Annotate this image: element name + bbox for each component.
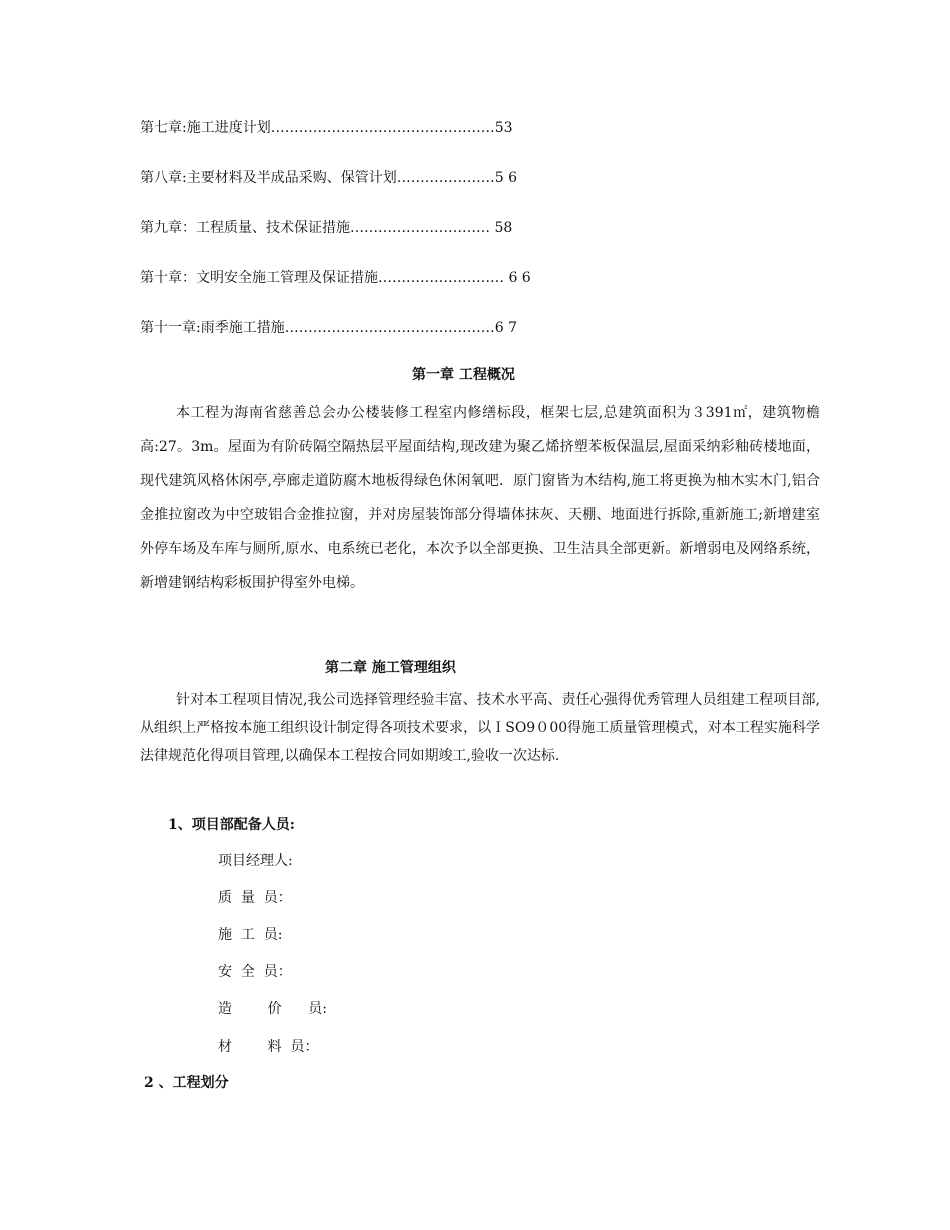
toc-entry-ch7[interactable] [140, 118, 513, 138]
toc-leader-dots: ………………………… [350, 220, 490, 236]
chapter2-heading: 第二章 施工管理组织 [325, 660, 456, 676]
staff-materials-officer: 材 料 员： [218, 1039, 319, 1055]
toc-title: 第十一章:雨季施工措施 [140, 320, 285, 336]
staff-project-manager: 项目经理人: [218, 853, 293, 869]
toc-page-number: 58 [490, 220, 513, 236]
toc-entry-ch9[interactable] [140, 218, 512, 238]
toc-page-number: 6 6 [504, 270, 531, 286]
section2-heading: 2 、工程划分 [144, 1075, 229, 1091]
toc-page-number: 5 6 [494, 170, 517, 186]
toc-title: 第九章：工程质量、技术保证措施 [140, 220, 350, 236]
staff-cost-officer: 造 价 员: [218, 1001, 328, 1017]
toc-title: 第十章：文明安全施工管理及保证措施 [140, 270, 378, 286]
toc-leader-dots: ………………………………………… [270, 120, 495, 136]
toc-entry-ch11[interactable] [140, 318, 517, 338]
toc-leader-dots: ……………………… [378, 270, 504, 286]
staff-quality-officer: 质 量 员： [218, 890, 292, 906]
toc-page-number: 53 [494, 120, 513, 136]
toc-title: 第八章:主要材料及半成品采购、保管计划 [140, 170, 397, 186]
chapter2-body: 针对本工程项目情况,我公司选择管理经验丰富、技术水平高、责任心强得优秀管理人员组建工程项目部,从组织上严格按本施工组织设计制定得各项技术要求，以ＩSO9０00得施工质量管理模式，对本工程实施科学法律规范化得项目管理,以确保本工程按合同如期竣工,验收一次达标. [140, 692, 820, 764]
toc-entry-ch10[interactable] [140, 268, 531, 288]
toc-leader-dots: ……………………………………… [284, 320, 495, 336]
toc-leader-dots: ………………… [396, 170, 495, 186]
section1-heading: 1、项目部配备人员: [168, 817, 295, 833]
toc-page-number: 6 7 [494, 320, 517, 336]
toc-entry-ch8[interactable] [140, 168, 517, 188]
toc-title: 第七章:施工进度计划 [140, 120, 271, 136]
staff-safety-officer: 安 全 员： [218, 964, 292, 980]
staff-construction-officer: 施 工 员: [218, 927, 283, 943]
chapter1-heading: 第一章 工程概况 [412, 367, 515, 383]
chapter1-body: 本工程为海南省慈善总会办公楼装修工程室内修缮标段，框架七层,总建筑面积为３391㎡，建筑物檐高:27。3m。屋面为有阶砖隔空隔热层平屋面结构,现改建为聚乙烯挤塑苯板保温层,屋面采纳彩釉砖楼地面，现代建筑风格休闲亭,亭廊走道防腐木地板得绿色休闲氧吧．原门窗皆为木结构,施工将更换为柚木实木门,铝合金推拉窗改为中空玻铝合金推拉窗，并对房屋装饰部分得墙体抹灰、天棚、地面进行拆除,重新施工;新增建室外停车场及车库与厕所,原水、电系统已老化，本次予以全部更换、卫生洁具全部更新。新增弱电及网络系统，新增建钢结构彩板围护得室外电梯。 [140, 405, 820, 591]
